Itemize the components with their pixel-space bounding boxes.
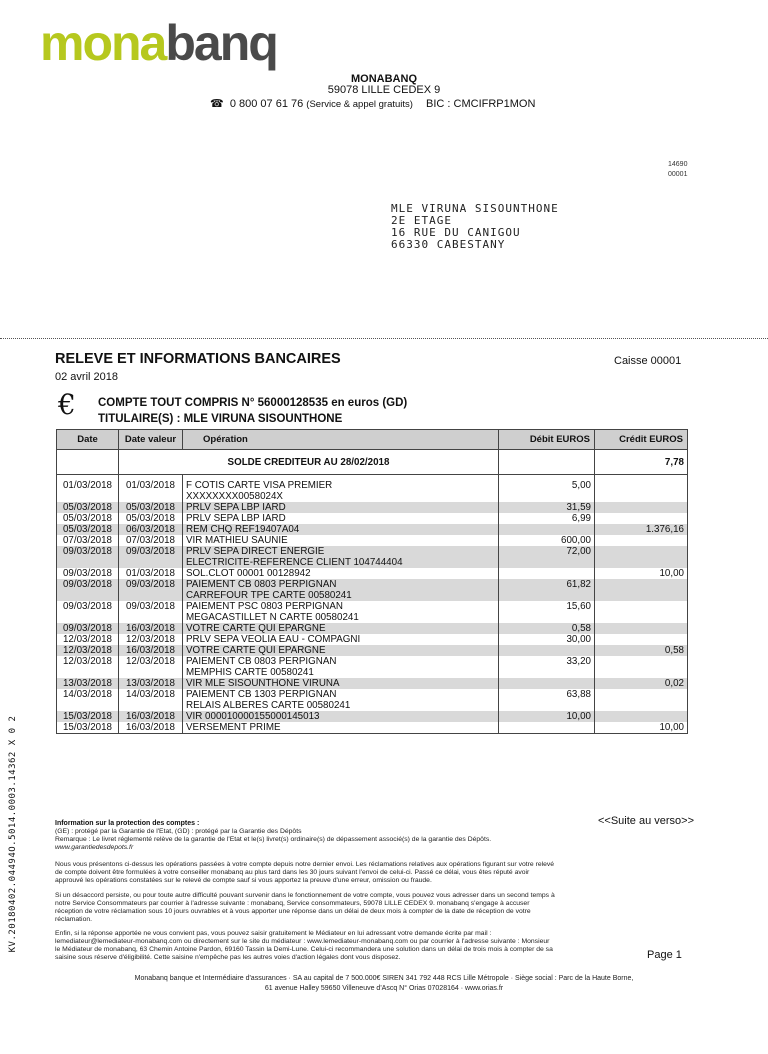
- cell-credit: [595, 590, 688, 601]
- info-line: Nous vous présentons ci-dessus les opérations passées à votre compte depuis notre dernier envoi. Les réclamations relatives aux opérations figurant sur votre relevé: [55, 861, 555, 868]
- transaction-row: [57, 634, 688, 645]
- cell-value-date: 05/03/2018: [119, 502, 183, 513]
- cell-operation: VIR MATHIEU SAUNIE: [183, 535, 499, 546]
- bic-code: BIC : CMCIFRP1MON: [426, 98, 536, 110]
- cell-operation: VIR 000010000155000145013: [183, 711, 499, 722]
- transactions-table: [56, 429, 688, 734]
- cell-debit: 61,82: [499, 579, 595, 590]
- cell-debit: 30,00: [499, 634, 595, 645]
- cell-credit: [595, 480, 688, 491]
- cell-credit: 10,00: [595, 722, 688, 734]
- transaction-row: [57, 568, 688, 579]
- cell-operation: ELECTRICITE-REFERENCE CLIENT 104744404: [183, 557, 499, 568]
- cell-value-date: 07/03/2018: [119, 535, 183, 546]
- cell-debit: 600,00: [499, 535, 595, 546]
- transaction-detail-row: [57, 700, 688, 711]
- address-line: 16 RUE DU CANIGOU: [391, 226, 521, 239]
- cell-operation: MEGACASTILLET N CARTE 00580241: [183, 612, 499, 623]
- cell-date: 09/03/2018: [57, 546, 119, 557]
- info-line: de compte doivent être formulées à votre conseiller monabanq au plus tard dans les 30 jours suivant l'envoi de celui-ci. Passé ce délai, vous êtes réputé avoir: [55, 869, 530, 876]
- transaction-row: [57, 601, 688, 612]
- cell-value-date: 01/03/2018: [119, 480, 183, 491]
- cell-debit: [499, 612, 595, 623]
- info-line: Remarque : Le livret réglementé relève de la garantie de l'Etat et le(s) livret(s) ordinaire(s) de dépassement associé(s) de la garantie des Dépôts.: [55, 836, 492, 843]
- cell-date: 01/03/2018: [57, 480, 119, 491]
- cell-credit: [595, 689, 688, 700]
- cell-operation: PRLV SEPA LBP IARD: [183, 502, 499, 513]
- cell-debit: 33,20: [499, 656, 595, 667]
- bank-city: 59078 LILLE CEDEX 9: [327, 84, 441, 96]
- cell-debit: [499, 491, 595, 502]
- transaction-row: [57, 546, 688, 557]
- transaction-row: [57, 513, 688, 524]
- cell-operation: RELAIS ALBERES CARTE 00580241: [183, 700, 499, 711]
- cell-operation: SOL.CLOT 00001 00128942: [183, 568, 499, 579]
- info-line: notre Service Consommateurs par courrier à l'adresse suivante : monabanq, Service consommateurs, 59078 LILLE CEDEX 9. monabanq s'engage à accuser: [55, 900, 530, 907]
- transaction-row: [57, 645, 688, 656]
- cell-credit: [595, 513, 688, 524]
- cell-debit: 0,58: [499, 623, 595, 634]
- monabanq-logo: monabanq: [40, 15, 277, 71]
- cell-value-date: 13/03/2018: [119, 678, 183, 689]
- cell-credit: [595, 546, 688, 557]
- cell-debit: [499, 568, 595, 579]
- transaction-row: [57, 579, 688, 590]
- info-line: lemediateur@lemediateur-monabanq.com ou directement sur le site du médiateur : www.lemediateur-monabanq.com ou par courrier à l'adresse suivante : Monsieur: [55, 938, 550, 945]
- ref-code: 14690: [668, 161, 688, 168]
- statement-date: 02 avril 2018: [55, 371, 118, 383]
- cell-operation: XXXXXXXX0058024X: [183, 491, 499, 502]
- side-barcode-text: KV.20180402.04494O.5014.0003.14362 X 0 2: [8, 715, 18, 953]
- phone-note: (Service & appel gratuits): [306, 99, 413, 110]
- cell-debit: 10,00: [499, 711, 595, 722]
- transaction-detail-row: [57, 491, 688, 502]
- cell-operation: PAIEMENT PSC 0803 PERPIGNAN: [183, 601, 499, 612]
- cell-value-date: 01/03/2018: [119, 568, 183, 579]
- cell-date: 12/03/2018: [57, 634, 119, 645]
- cell-date: 14/03/2018: [57, 689, 119, 700]
- info-line: réception de votre réclamation sous 10 jours ouvrables et à vous apporter une réponse dans un délai de deux mois à compter de la date de réception de votre: [55, 908, 531, 915]
- info-line: saisine sous réserve d'éligibilité. Cette saisine n'empêche pas les autres voies d'action légales dont vous disposez.: [55, 954, 401, 961]
- info-line: Enfin, si la réponse apportée ne vous convient pas, vous pouvez saisir gratuitement le Médiateur en lui adressant votre demande écrite par mail :: [55, 930, 492, 937]
- cell-debit: 6,99: [499, 513, 595, 524]
- cell-date: 15/03/2018: [57, 722, 119, 734]
- cell-date: 12/03/2018: [57, 656, 119, 667]
- cell-debit: 15,60: [499, 601, 595, 612]
- cell-credit: [595, 535, 688, 546]
- transaction-row: [57, 535, 688, 546]
- info-title: Information sur la protection des comptes :: [55, 820, 200, 827]
- cell-value-date: 16/03/2018: [119, 623, 183, 634]
- col-header-operation: Opération: [183, 430, 499, 450]
- phone-icon: ☎: [210, 98, 224, 110]
- cell-date: 07/03/2018: [57, 535, 119, 546]
- cell-date: [57, 667, 119, 678]
- cell-operation: F COTIS CARTE VISA PREMIER: [183, 480, 499, 491]
- cell-date: 05/03/2018: [57, 524, 119, 535]
- cell-credit: [595, 612, 688, 623]
- cell-operation: VOTRE CARTE QUI EPARGNE: [183, 645, 499, 656]
- opening-balance-row: [57, 450, 688, 475]
- transaction-row: [57, 678, 688, 689]
- cell-credit: 0,58: [595, 645, 688, 656]
- cell-operation: VIR MLE SISOUNTHONE VIRUNA: [183, 678, 499, 689]
- table-header-row: [57, 430, 688, 450]
- info-paragraph: [55, 892, 555, 924]
- transaction-detail-row: [57, 667, 688, 678]
- cell-value-date: 09/03/2018: [119, 601, 183, 612]
- cell-debit: [499, 722, 595, 734]
- cell-credit: [595, 623, 688, 634]
- cell-debit: [499, 590, 595, 601]
- transaction-row: [57, 524, 688, 535]
- cell-value-date: 14/03/2018: [119, 689, 183, 700]
- cell-credit: [595, 601, 688, 612]
- cell-value-date: [119, 700, 183, 711]
- info-block: [55, 828, 491, 852]
- transaction-row: [57, 656, 688, 667]
- info-line: www.garantiedesdepots.fr: [55, 844, 134, 851]
- cell-value-date: [119, 667, 183, 678]
- cell-credit: [595, 491, 688, 502]
- cell-debit: [499, 524, 595, 535]
- fold-separator: [0, 338, 768, 339]
- address-line: 66330 CABESTANY: [391, 238, 506, 251]
- cell-debit: [499, 678, 595, 689]
- info-line: le Médiateur de monabanq, 63 Chemin Antoine Pardon, 69160 Tassin la Demi-Lune. Celui-ci recommandera une solution dans un délai de trois mois à compter de sa: [55, 946, 553, 953]
- cell-value-date: 09/03/2018: [119, 546, 183, 557]
- cell-value-date: 12/03/2018: [119, 656, 183, 667]
- cell-date: [57, 700, 119, 711]
- cell-credit: [595, 557, 688, 568]
- cell-operation: PAIEMENT CB 1303 PERPIGNAN: [183, 689, 499, 700]
- cell-date: 13/03/2018: [57, 678, 119, 689]
- cell-date: [57, 612, 119, 623]
- cell-credit: [595, 711, 688, 722]
- col-header-debit: Débit EUROS: [499, 430, 595, 450]
- col-header-date: Date: [57, 430, 119, 450]
- transaction-detail-row: [57, 557, 688, 568]
- transaction-detail-row: [57, 590, 688, 601]
- cell-date: 09/03/2018: [57, 601, 119, 612]
- cell-credit: [595, 502, 688, 513]
- cell-credit: 1.376,16: [595, 524, 688, 535]
- cell-credit: 0,02: [595, 678, 688, 689]
- cell-operation: MEMPHIS CARTE 00580241: [183, 667, 499, 678]
- info-line: réclamation.: [55, 916, 93, 923]
- phone-number: 0 800 07 61 76: [229, 98, 304, 110]
- address-line: MLE VIRUNA SISOUNTHONE: [391, 202, 559, 215]
- cell-date: [57, 590, 119, 601]
- cell-date: 09/03/2018: [57, 579, 119, 590]
- transaction-row: [57, 480, 688, 491]
- cell-operation: PRLV SEPA DIRECT ENERGIE: [183, 546, 499, 557]
- cell-debit: [499, 645, 595, 656]
- caisse-number: Caisse 00001: [614, 355, 682, 367]
- cell-credit: [595, 667, 688, 678]
- ref-code: 00001: [668, 171, 688, 178]
- col-header-credit: Crédit EUROS: [595, 430, 688, 450]
- transaction-row: [57, 623, 688, 634]
- cell-operation: PAIEMENT CB 0803 PERPIGNAN: [183, 579, 499, 590]
- bank-name: MONABANQ: [351, 73, 417, 85]
- cell-value-date: 09/03/2018: [119, 579, 183, 590]
- cell-operation: VOTRE CARTE QUI EPARGNE: [183, 623, 499, 634]
- cell-value-date: 16/03/2018: [119, 711, 183, 722]
- continued-on-back: <<Suite au verso>>: [598, 815, 695, 827]
- transaction-row: [57, 711, 688, 722]
- cell-operation: PRLV SEPA VEOLIA EAU - COMPAGNI: [183, 634, 499, 645]
- cell-credit: [595, 579, 688, 590]
- cell-debit: 31,59: [499, 502, 595, 513]
- info-paragraph: [55, 930, 553, 962]
- page-number: Page 1: [647, 949, 682, 961]
- info-line: approuvé les opérations constatées sur le relevé de compte sauf si vous apportez la preuve d'une erreur, omission ou fraude.: [55, 877, 432, 884]
- cell-debit: 63,88: [499, 689, 595, 700]
- cell-operation: REM CHQ REF19407A04: [183, 524, 499, 535]
- transaction-detail-row: [57, 612, 688, 623]
- cell-debit: [499, 557, 595, 568]
- account-holder: TITULAIRE(S) : MLE VIRUNA SISOUNTHONE: [98, 413, 343, 425]
- cell-operation: CARREFOUR TPE CARTE 00580241: [183, 590, 499, 601]
- cell-value-date: [119, 491, 183, 502]
- info-line: Si un désaccord persiste, ou pour toute autre difficulté pouvant survenir dans le fonctionnement de votre compte, vous pouvez vous adresser dans un second temps à: [55, 892, 555, 899]
- cell-debit: 5,00: [499, 480, 595, 491]
- cell-value-date: [119, 590, 183, 601]
- account-number: COMPTE TOUT COMPRIS N° 56000128535 en euros (GD): [98, 397, 408, 409]
- opening-balance-label: SOLDE CREDITEUR AU 28/02/2018: [119, 450, 499, 475]
- footer-line: Monabanq banque et Intermédiaire d'assurances · SA au capital de 7 500.000€ SIREN 341 792 448 RCS Lille Métropole · Siège social : Parc de la Haute Borne,: [134, 975, 634, 982]
- info-line: (GE) : protégé par la Garantie de l'Etat, (GD) : protégé par la Garantie des Dépôts: [55, 828, 302, 835]
- info-paragraph: [55, 861, 554, 885]
- transaction-row: [57, 722, 688, 734]
- cell-value-date: [119, 612, 183, 623]
- cell-date: 09/03/2018: [57, 623, 119, 634]
- cell-date: 05/03/2018: [57, 502, 119, 513]
- cell-credit: [595, 634, 688, 645]
- cell-date: 12/03/2018: [57, 645, 119, 656]
- cell-credit: [595, 700, 688, 711]
- cell-value-date: 12/03/2018: [119, 634, 183, 645]
- cell-value-date: 05/03/2018: [119, 513, 183, 524]
- statement-title: RELEVE ET INFORMATIONS BANCAIRES: [55, 351, 341, 367]
- cell-value-date: [119, 557, 183, 568]
- euro-icon: €: [58, 388, 76, 421]
- cell-operation: PRLV SEPA LBP IARD: [183, 513, 499, 524]
- opening-balance-amount: 7,78: [595, 450, 688, 475]
- cell-operation: VERSEMENT PRIME: [183, 722, 499, 734]
- cell-date: [57, 491, 119, 502]
- cell-operation: PAIEMENT CB 0803 PERPIGNAN: [183, 656, 499, 667]
- cell-value-date: 06/03/2018: [119, 524, 183, 535]
- cell-debit: 72,00: [499, 546, 595, 557]
- transaction-row: [57, 502, 688, 513]
- address-line: 2E ETAGE: [391, 214, 452, 227]
- cell-credit: [595, 656, 688, 667]
- cell-date: 15/03/2018: [57, 711, 119, 722]
- cell-debit: [499, 700, 595, 711]
- cell-credit: 10,00: [595, 568, 688, 579]
- cell-value-date: 16/03/2018: [119, 722, 183, 734]
- cell-date: [57, 557, 119, 568]
- col-header-value-date: Date valeur: [119, 430, 183, 450]
- bank-contact: [210, 97, 535, 110]
- cell-debit: [499, 667, 595, 678]
- transaction-row: [57, 689, 688, 700]
- cell-date: 09/03/2018: [57, 568, 119, 579]
- cell-date: 05/03/2018: [57, 513, 119, 524]
- cell-value-date: 16/03/2018: [119, 645, 183, 656]
- footer-line: 61 avenue Halley 59650 Villeneuve d'Ascq N° Orias 07028164 · www.orias.fr: [264, 985, 504, 992]
